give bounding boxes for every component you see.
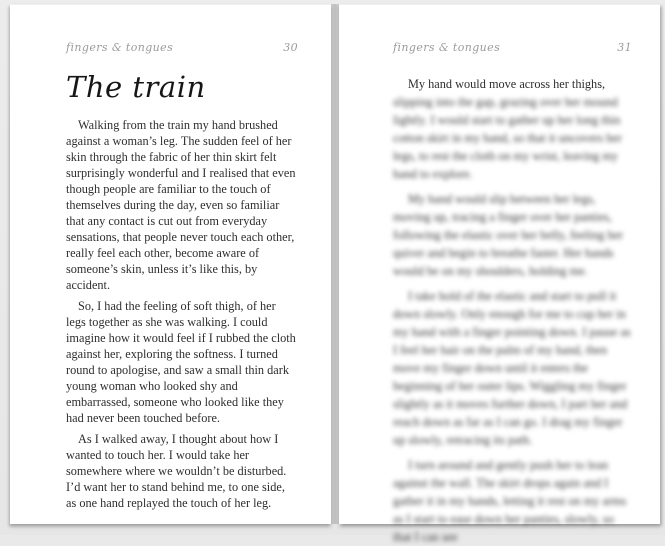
- paragraph: As I walked away, I thought about how I wanted to touch her. I would take her somewhere where we wouldn’t be disturbed. I’d want her to stand behind me, to one side, as one hand replayed the touch of her leg.: [66, 432, 287, 510]
- book-title: fingers & tongues: [66, 41, 174, 54]
- blurred-paragraph: My hand would slip between her legs, moving up, tracing a finger over her panties, following the elastic over her belly, feeling her quiver and begin to breathe faster. Her hands would be on my shoulders, holding me.: [393, 192, 624, 278]
- page-gutter: [331, 4, 339, 524]
- paragraph: Walking from the train my hand brushed against a woman’s leg. The sudden feel of her skin through the fabric of her thin skirt felt surprisingly wonderful and I realised that even though people are familiar to the touch of themselves during the day, even so familiar that any contact is cut out from everyday sensations, that people never touch each other, really feel each other, become aware of someone’s skin, unless it’s like this, by accident.: [66, 118, 296, 292]
- paragraph: So, I had the feeling of soft thigh, of her legs together as she was walking. I could imagine how it would feel if I rubbed the cloth against her, exploring the softness. I turned round to apologise, and saw a small thin dark young woman who looked shy and embarrassed, someone who looked like they had never been touched before.: [66, 299, 296, 425]
- right-page[interactable]: [339, 4, 660, 544]
- left-page-body: [66, 117, 298, 511]
- two-page-spread: [10, 4, 660, 544]
- page-number: 31: [617, 41, 632, 54]
- running-header: [393, 41, 632, 54]
- left-page[interactable]: [10, 4, 331, 524]
- right-page-body: [393, 75, 632, 546]
- blurred-paragraph: I turn around and gently push her to lean against the wall. The skirt drops again and I gather it in my hands, letting it rest on my arms as I start to ease down her panties, slowly, so that I can see: [393, 458, 627, 544]
- paragraph-blurred-tail: slipping into the gap, grazing over her mound lightly. I would start to gather up her long thin cotton skirt in my hand, so that it uncovers her legs, to rest the cloth on my wrist, leaving my hand to explore.: [393, 95, 622, 181]
- chapter-title: The train: [66, 70, 206, 104]
- blurred-paragraph: I take hold of the elastic and start to pull it down slowly. Only enough for me to cup her in my hand with a finger pointing down. I pause as I feel her hair on the palm of my hand, then move my finger down until it enters the beginning of her outer lips. Wiggling my finger slightly as it moves further down, I part her and reach down as far as I can go. I drag my finger up slowly, retracing its path.: [393, 289, 631, 447]
- paragraph-sharp-lead: My hand would move across her thighs,: [408, 77, 606, 91]
- paragraph-partially-blurred: [393, 75, 632, 183]
- running-header: [66, 41, 298, 54]
- book-title: fingers & tongues: [393, 41, 501, 54]
- page-number: 30: [283, 41, 298, 54]
